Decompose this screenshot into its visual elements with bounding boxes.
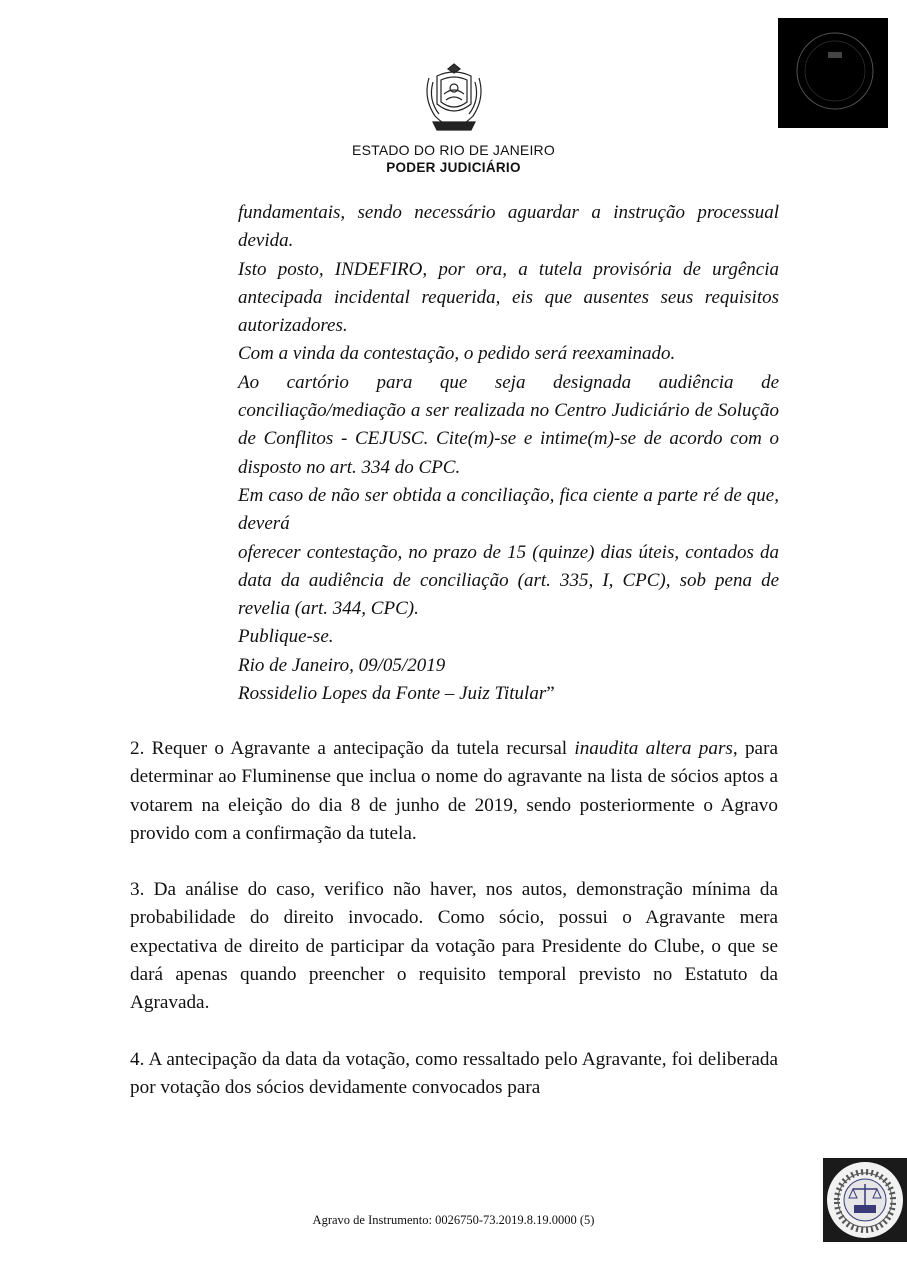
quote-signature-line (238, 680, 779, 708)
judiciary-name: PODER JUDICIÁRIO (386, 160, 521, 175)
certificate-seal-icon (778, 18, 888, 128)
quote-paragraph: Publique-se. (238, 626, 334, 648)
paragraph-2 (130, 735, 778, 848)
quote-paragraph: Em caso de não ser obtida a conciliação, fica ciente a parte ré de que, deverá (238, 484, 779, 535)
quote-paragraph: Isto posto, INDEFIRO, por ora, a tutela provisória de urgência antecipada incidental requerida, eis que ausentes seus requisitos autorizadores. (238, 258, 779, 337)
closing-quote-mark: ” (546, 683, 555, 705)
latin-term: inaudita altera pars (574, 738, 733, 759)
digital-signature-seal-icon (823, 1158, 907, 1242)
paragraph-2-rest: , para determinar ao Fluminense que inclua o nome do agravante na lista de sócios aptos a votarem na eleição do dia 8 de junho de 2019, sendo posteriormente o Agravo provido com a confirmação da tutela. (130, 738, 778, 844)
judge-signature: Rossidelio Lopes da Fonte – Juiz Titular (238, 683, 547, 705)
quote-paragraph: Com a vinda da contestação, o pedido será reexaminado. (238, 343, 676, 365)
quote-paragraph: Ao cartório para que seja designada audiência de conciliação/mediação a ser realizada no Centro Judiciário de Solução de Conflitos - CEJUSC. Cite(m)-se e intime(m)-se de acordo com o disposto no art. 334 do CPC. (238, 371, 779, 478)
letterhead (0, 58, 907, 175)
paragraph-3-text: 3. Da análise do caso, verifico não haver, nos autos, demonstração mínima da probabilidade do direito invocado. Como sócio, possui o Agravante mera expectativa de direito de participar da votação para Presidente do Clube, o que se dará apenas quando preencher o requisito temporal previsto no Estatuto da Agravada. (130, 879, 778, 1014)
quote-paragraph: fundamentais, sendo necessário aguardar a instrução processual devida. (238, 202, 779, 252)
paragraph-4 (130, 1046, 778, 1103)
court-certificate-seal (778, 18, 888, 128)
digital-signature-seal (823, 1158, 907, 1242)
paragraph-3 (130, 876, 778, 1017)
quote-paragraph: oferecer contestação, no prazo de 15 (quinze) dias úteis, contados da data da audiência de conciliação (art. 335, I, CPC), sob pena de revelia (art. 344, CPC). (238, 541, 779, 620)
state-name: ESTADO DO RIO DE JANEIRO (352, 142, 555, 158)
coat-of-arms-icon (419, 58, 489, 138)
quote-date: Rio de Janeiro, 09/05/2019 (238, 654, 446, 676)
quoted-decision (238, 199, 779, 708)
page-footer: Agravo de Instrumento: 0026750-73.2019.8.19.0000 (5) (312, 1213, 595, 1227)
paragraph-4-text: 4. A antecipação da data da votação, como ressaltado pelo Agravante, foi deliberada por votação dos sócios devidamente convocados para (130, 1049, 778, 1099)
paragraph-2-lead: 2. Requer o Agravante a antecipação da tutela recursal (130, 738, 575, 759)
